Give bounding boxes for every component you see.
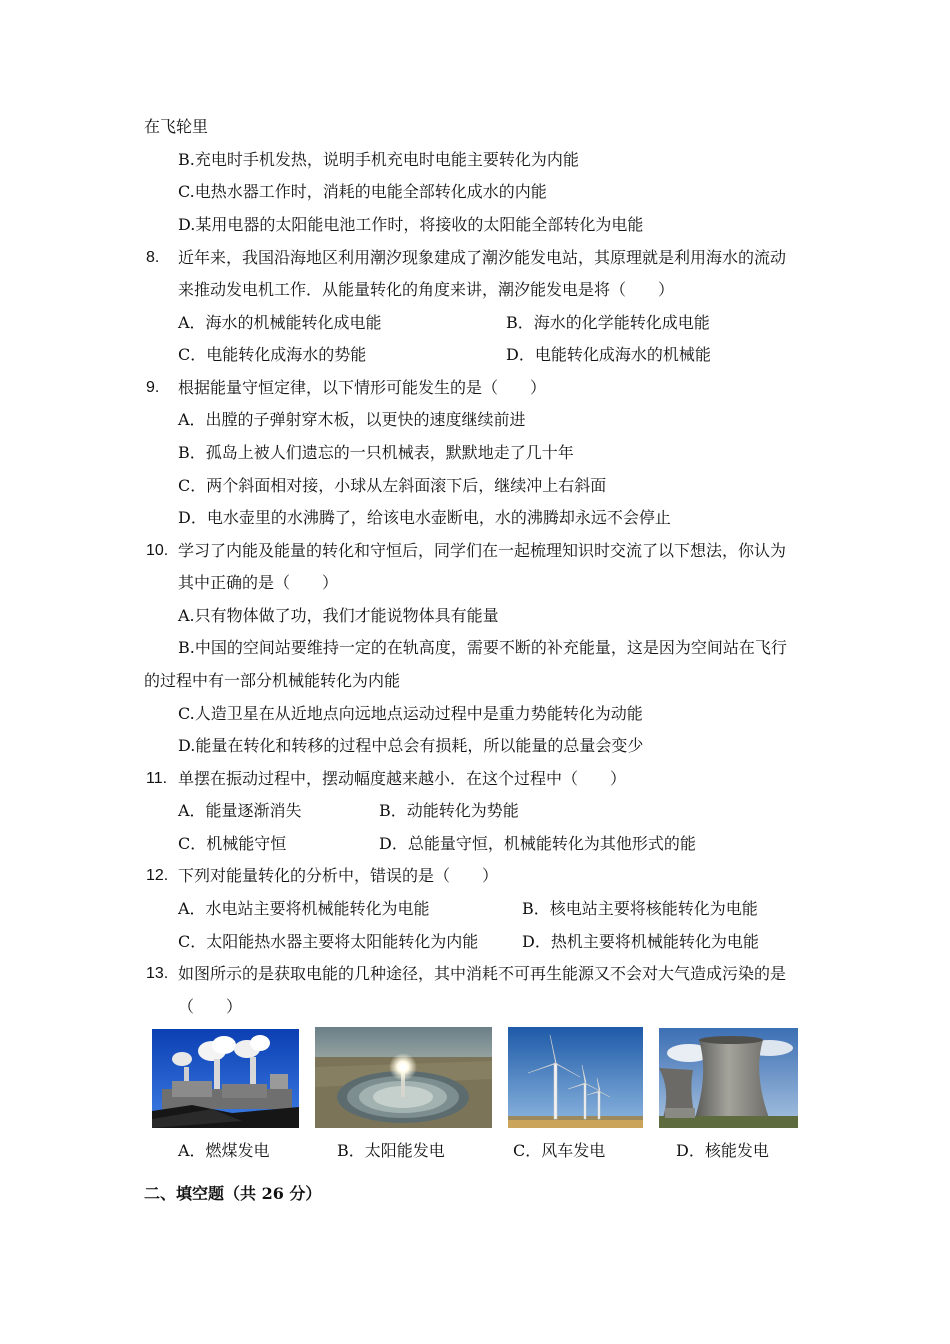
q13-caption-b: B．太阳能发电 (337, 1141, 445, 1160)
q11-number: 11. (146, 770, 168, 787)
q10-stem-line2: 其中正确的是（ ） (178, 573, 339, 592)
q10-option-b-line1: B.中国的空间站要维持一定的在轨高度，需要不断的补充能量，这是因为空间站在飞行 (178, 638, 787, 657)
q8-stem-line1: 近年来，我国沿海地区利用潮汐现象建成了潮汐能发电站，其原理就是利用海水的流动 (178, 248, 787, 267)
q9-option-d: D．电水壶里的水沸腾了，给该电水壶断电，水的沸腾却永远不会停止 (178, 508, 671, 527)
q7-continuation: 在飞轮里 (144, 117, 209, 136)
q8-option-d: D．电能转化成海水的机械能 (506, 345, 711, 364)
q12-stem: 下列对能量转化的分析中，错误的是（ ） (178, 866, 499, 885)
q11-option-a: A．能量逐渐消失 (178, 801, 302, 820)
q11-option-c: C．机械能守恒 (178, 834, 287, 853)
q10-option-a: A.只有物体做了功，我们才能说物体具有能量 (178, 606, 499, 625)
q8-option-a: A．海水的机械能转化成电能 (178, 313, 382, 332)
q10-number: 10. (146, 542, 169, 559)
q9-option-a: A．出膛的子弹射穿木板，以更快的速度继续前进 (178, 410, 526, 429)
q8-number: 8. (146, 249, 160, 266)
q7-option-b: B.充电时手机发热，说明手机充电时电能主要转化为内能 (178, 150, 579, 169)
q11-option-b: B．动能转化为势能 (379, 801, 519, 820)
q12-option-c: C．太阳能热水器主要将太阳能转化为内能 (178, 932, 479, 951)
q11-option-d: D．总能量守恒，机械能转化为其他形式的能 (379, 834, 696, 853)
nuclear-power-plant-image (659, 1028, 798, 1128)
q13-stem-line1: 如图所示的是获取电能的几种途径，其中消耗不可再生能源又不会对大气造成污染的是 (178, 964, 787, 983)
q7-option-d: D.某用电器的太阳能电池工作时，将接收的太阳能全部转化为电能 (178, 215, 644, 234)
q10-option-c: C.人造卫星在从近地点向远地点运动过程中是重力势能转化为动能 (178, 704, 643, 723)
q8-option-c: C．电能转化成海水的势能 (178, 345, 367, 364)
coal-power-plant-image (152, 1029, 299, 1128)
q13-caption-c: C．风车发电 (513, 1141, 606, 1160)
q12-option-b: B．核电站主要将核能转化为电能 (522, 899, 758, 918)
q11-stem: 单摆在振动过程中，摆动幅度越来越小．在这个过程中（ ） (178, 769, 627, 788)
q9-stem: 根据能量守恒定律，以下情形可能发生的是（ ） (178, 378, 547, 397)
q7-option-c: C.电热水器工作时，消耗的电能全部转化成水的内能 (178, 182, 547, 201)
q13-caption-d: D．核能发电 (676, 1141, 769, 1160)
wind-turbine-image (508, 1027, 643, 1128)
q10-stem-line1: 学习了内能及能量的转化和守恒后，同学们在一起梳理知识时交流了以下想法，你认为 (178, 541, 787, 560)
q10-option-d: D.能量在转化和转移的过程中总会有损耗，所以能量的总量会变少 (178, 736, 644, 755)
q9-number: 9. (146, 379, 160, 396)
q8-stem-line2: 来推动发电机工作．从能量转化的角度来讲，潮汐能发电是将（ ） (178, 280, 675, 299)
section-2-heading: 二、填空题（共 26 分） (144, 1184, 322, 1203)
q9-option-c: C．两个斜面相对接，小球从左斜面滚下后，继续冲上右斜面 (178, 476, 607, 495)
q8-option-b: B．海水的化学能转化成电能 (506, 313, 710, 332)
q12-number: 12. (146, 867, 169, 884)
solar-power-plant-image (315, 1027, 492, 1128)
q13-number: 13. (146, 965, 169, 982)
q13-caption-a: A．燃煤发电 (178, 1141, 270, 1160)
q10-option-b-line2: 的过程中有一部分机械能转化为内能 (144, 671, 401, 690)
q13-stem-line2: （ ） (178, 997, 243, 1016)
q9-option-b: B．孤岛上被人们遗忘的一只机械表，默默地走了几十年 (178, 443, 574, 462)
q12-option-a: A．水电站主要将机械能转化为电能 (178, 899, 430, 918)
q12-option-d: D．热机主要将机械能转化为电能 (522, 932, 759, 951)
